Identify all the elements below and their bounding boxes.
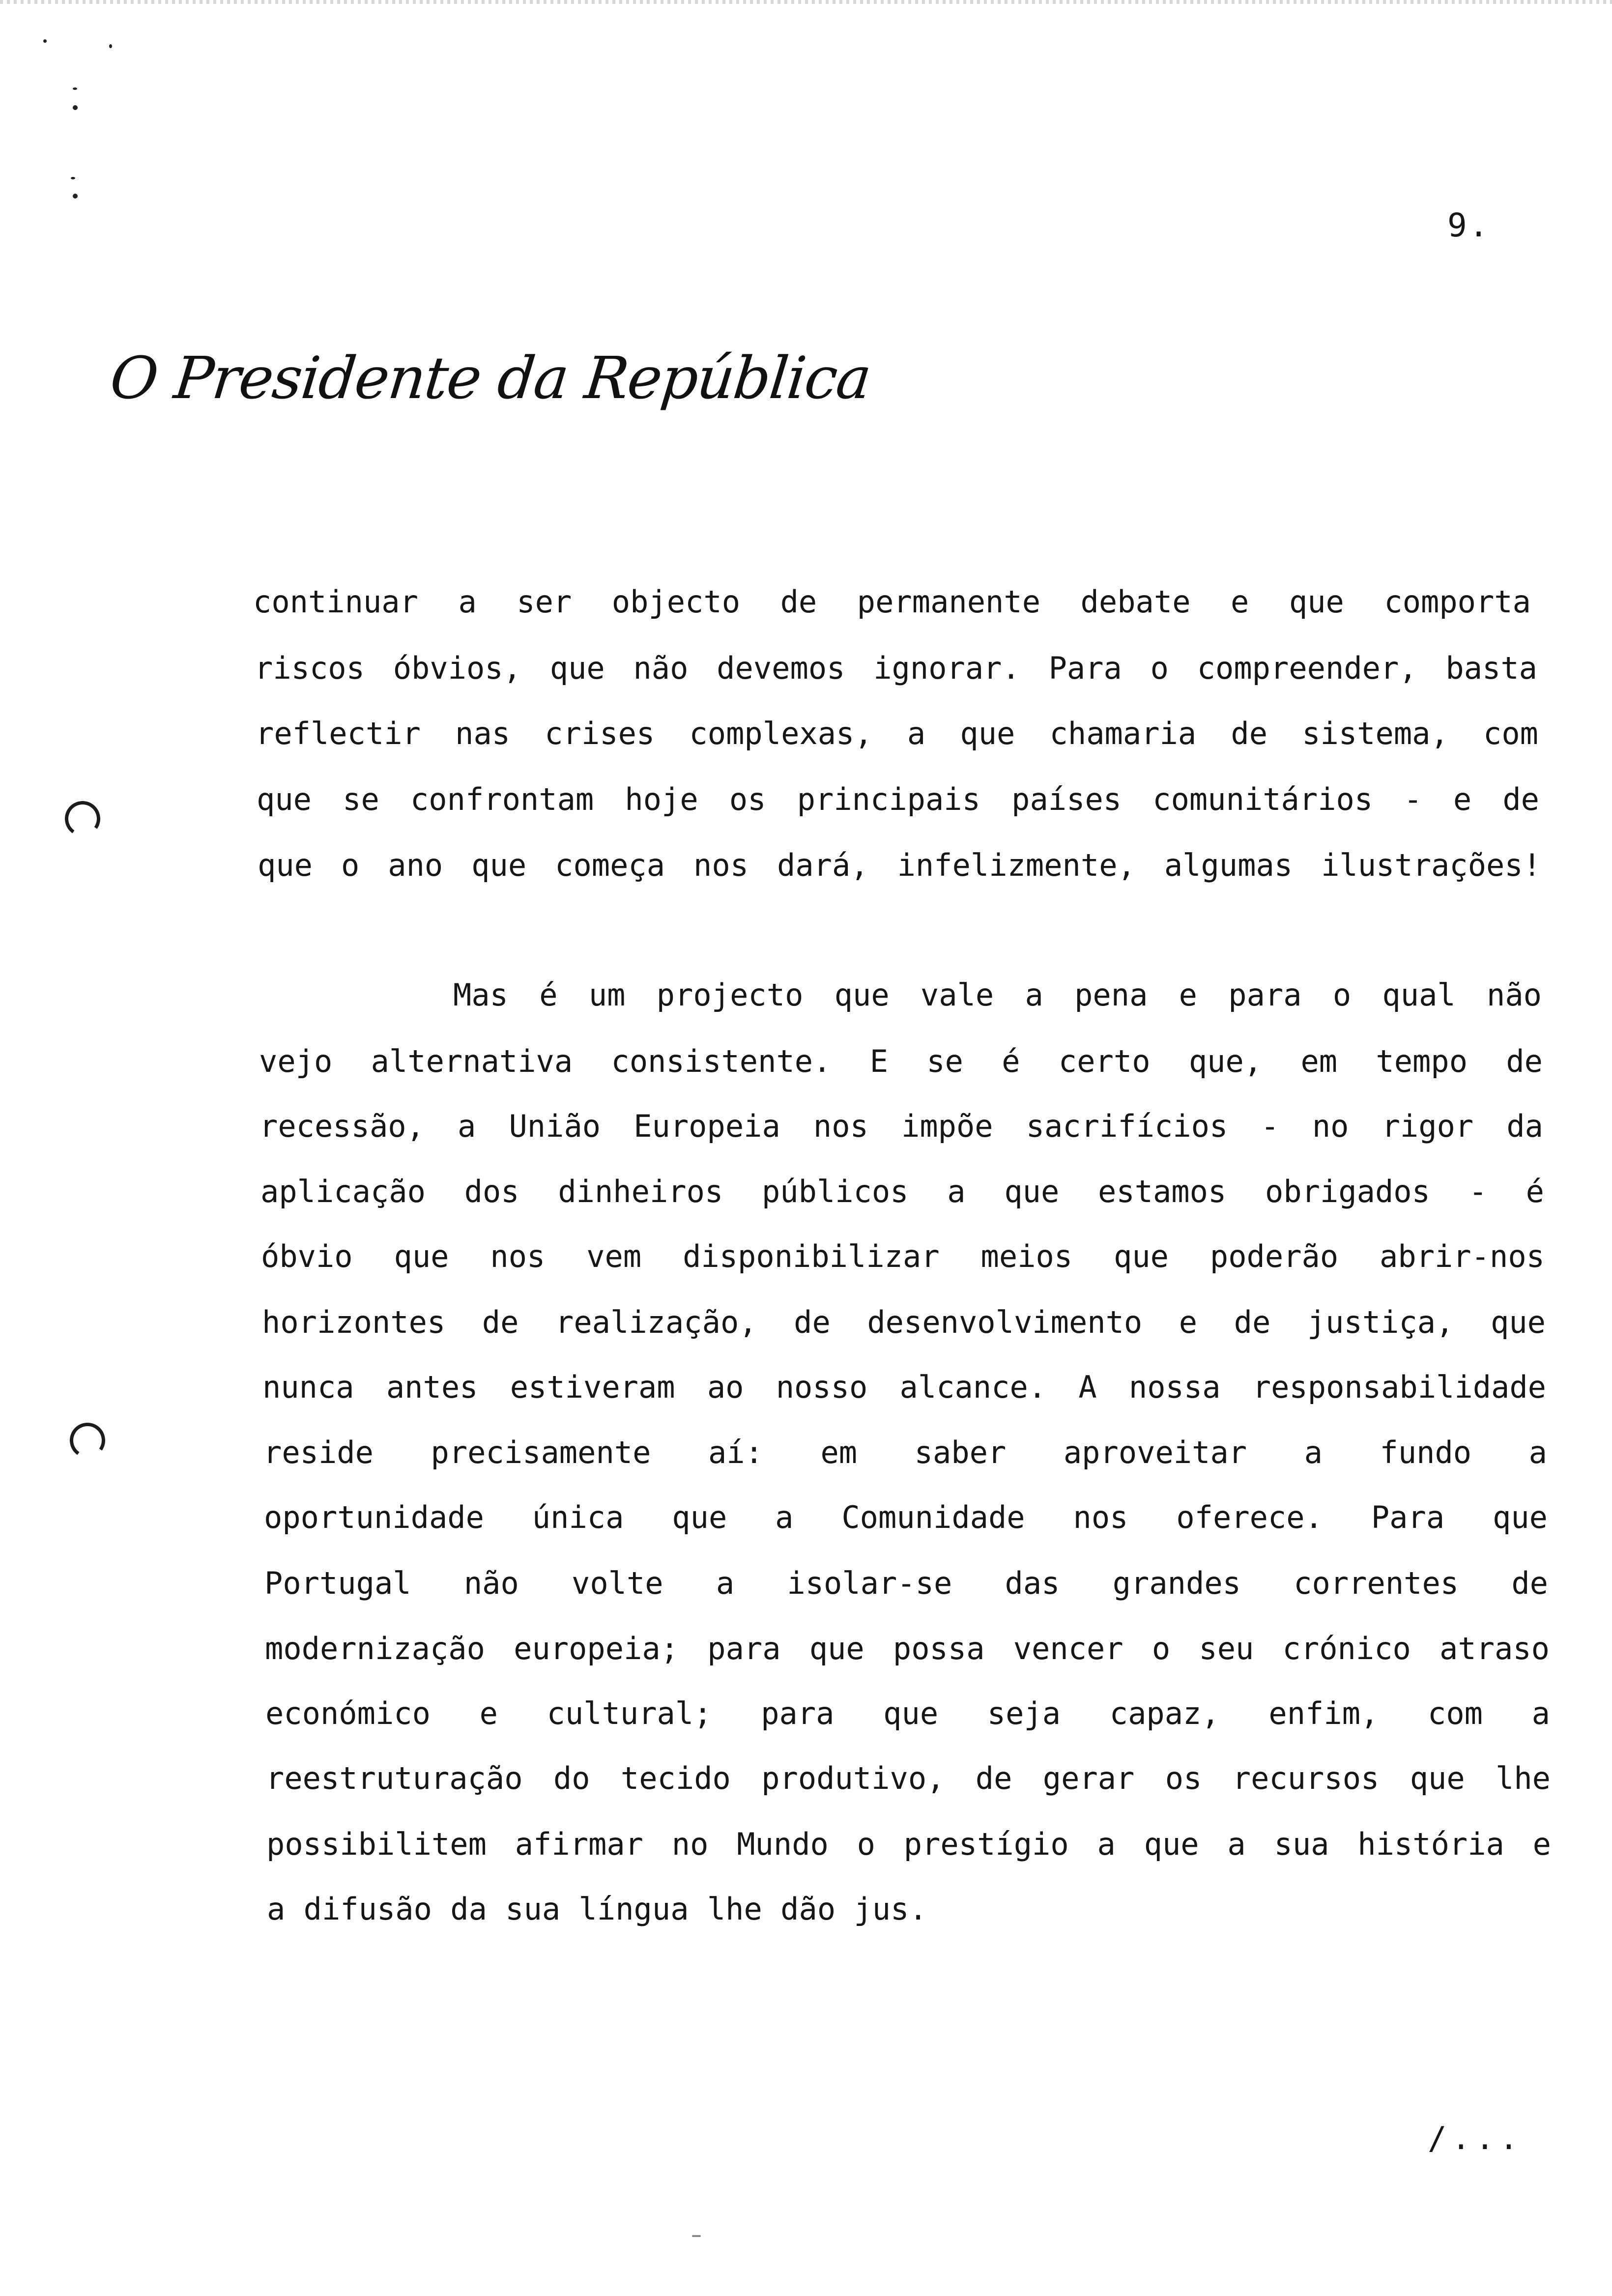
paragraph-1-line: que o ano que começa nos dará, infelizmente, algumas ilustrações! bbox=[258, 847, 1541, 883]
paragraph-2-line: possibilitem afirmar no Mundo o prestígio a que a sua história e bbox=[266, 1826, 1551, 1862]
paragraph-2-line: aplicação dos dinheiros públicos a que estamos obrigados - é bbox=[260, 1174, 1544, 1209]
paragraph-2-line: modernização europeia; para que possa vencer o seu crónico atraso bbox=[265, 1631, 1550, 1666]
paragraph-2-line: recessão, a União Europeia nos impõe sacrifícios - no rigor da bbox=[259, 1108, 1543, 1144]
letterhead-title: O Presidente da República bbox=[107, 344, 874, 412]
paragraph-2-line: Mas é um projecto que vale a pena e para o qual não bbox=[453, 977, 1542, 1013]
paragraph-2-line: reside precisamente aí: em saber aproveitar a fundo a bbox=[263, 1435, 1547, 1470]
scan-speck bbox=[43, 39, 47, 43]
punch-hole bbox=[62, 798, 103, 839]
scan-speck bbox=[692, 2235, 701, 2237]
scan-speck bbox=[73, 105, 78, 110]
paragraph-1-line: que se confrontam hoje os principais países comunitários - e de bbox=[257, 781, 1539, 817]
paragraph-2-line: vejo alternativa consistente. E se é certo que, em tempo de bbox=[259, 1043, 1543, 1079]
scan-speck bbox=[71, 177, 75, 179]
paragraph-2-line: óbvio que nos vem disponibilizar meios que poderão abrir-nos bbox=[261, 1238, 1545, 1274]
page-number: 9. bbox=[1447, 206, 1491, 244]
scan-top-edge bbox=[0, 0, 1612, 4]
paragraph-1-line: continuar a ser objecto de permanente debate e que comporta bbox=[253, 584, 1531, 620]
scan-speck bbox=[73, 194, 78, 199]
paragraph-1-line: reflectir nas crises complexas, a que chamaria de sistema, com bbox=[256, 716, 1538, 751]
continuation-mark: /... bbox=[1428, 2121, 1524, 2157]
paragraph-2-line: oportunidade única que a Comunidade nos oferece. Para que bbox=[264, 1499, 1548, 1535]
paragraph-2-line: nunca antes estiveram ao nosso alcance. A nossa responsabilidade bbox=[262, 1369, 1546, 1405]
paragraph-2-line: Portugal não volte a isolar-se das grandes correntes de bbox=[264, 1565, 1548, 1601]
punch-hole bbox=[67, 1420, 108, 1461]
paragraph-2-line: reestruturação do tecido produtivo, de gerar os recursos que lhe bbox=[266, 1760, 1551, 1796]
paragraph-2-line: horizontes de realização, de desenvolvimento e de justiça, que bbox=[262, 1304, 1546, 1340]
paragraph-1-line: riscos óbvios, que não devemos ignorar. Para o compreender, basta bbox=[255, 650, 1537, 686]
paragraph-2-line: a difusão da sua língua lhe dão jus. bbox=[267, 1891, 927, 1927]
scan-speck bbox=[73, 87, 77, 90]
scan-speck bbox=[109, 44, 112, 48]
paragraph-2-line: económico e cultural; para que seja capaz, enfim, com a bbox=[265, 1695, 1550, 1731]
